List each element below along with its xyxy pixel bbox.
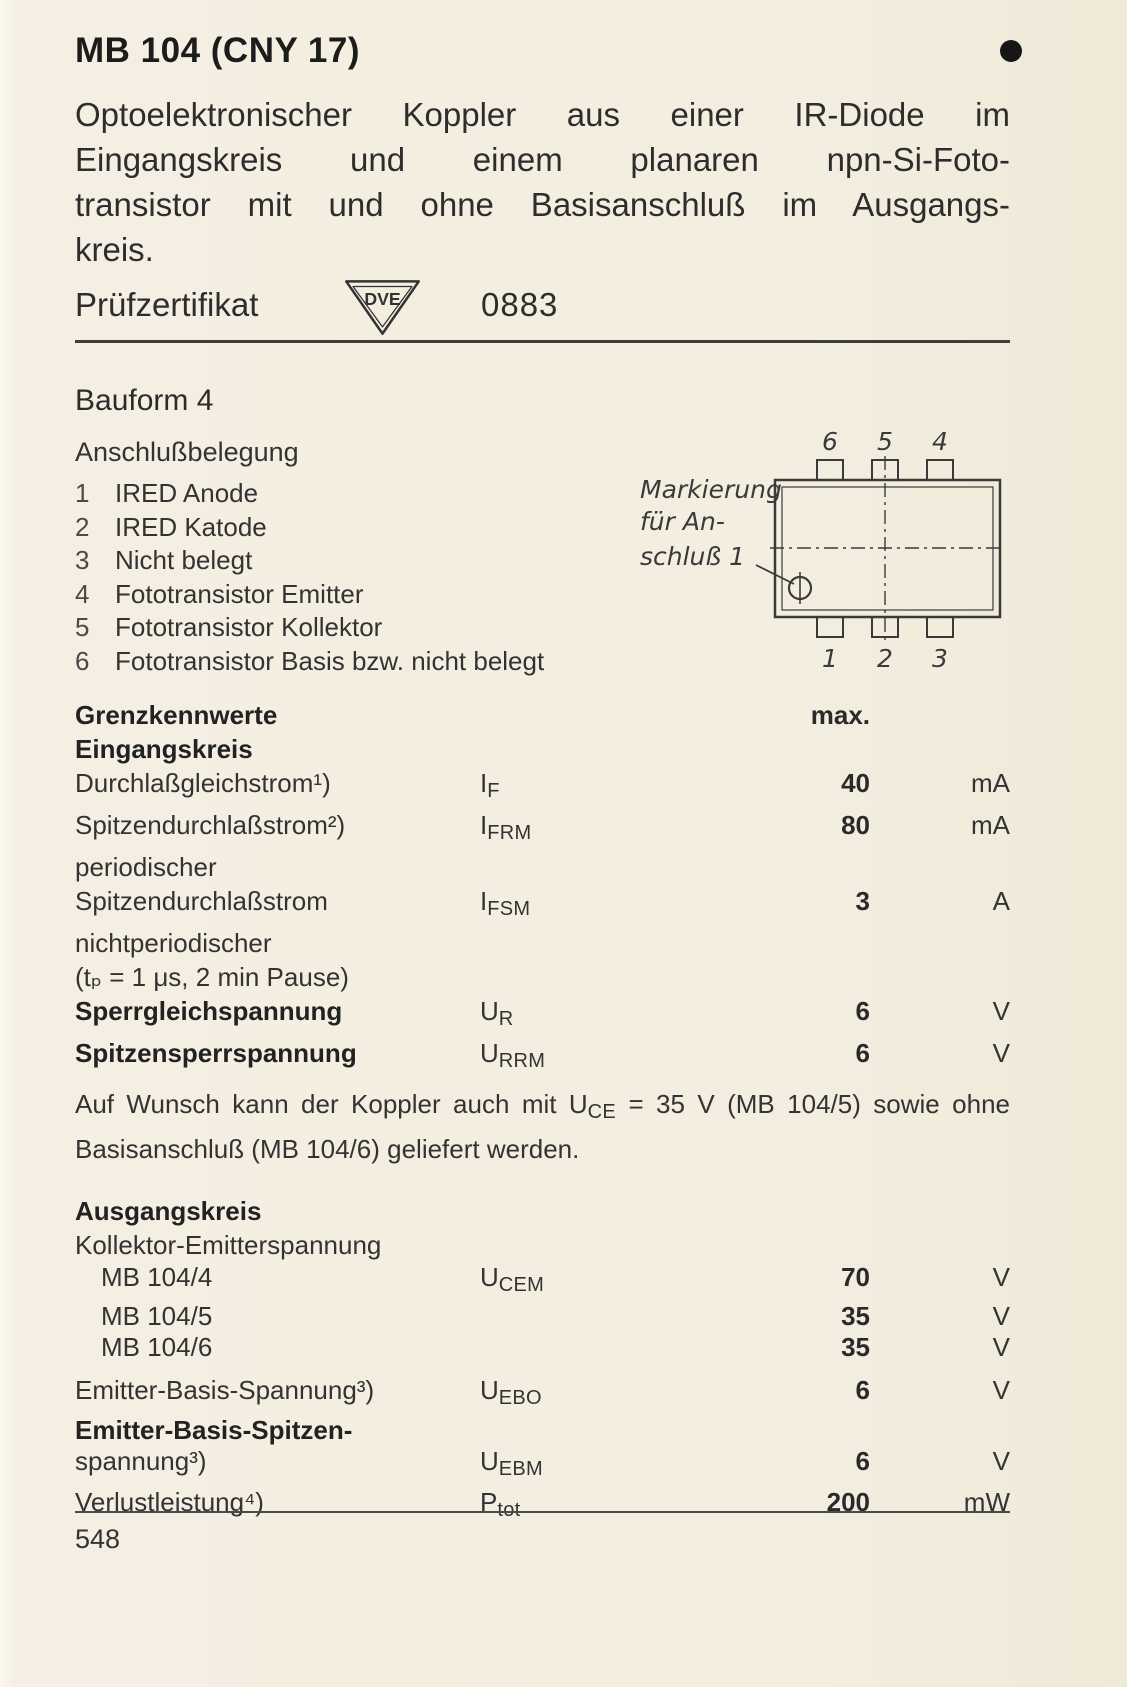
spec-name: Spitzensperrspannung [75, 1038, 357, 1068]
max-column-label: max. [810, 700, 870, 730]
spec-name: periodischer [75, 852, 217, 882]
pin-4-lead [927, 460, 953, 480]
spec-symbol: $U_{EBM}$ [480, 1446, 544, 1480]
section-heading-row [75, 732, 1010, 766]
spec-name: Emitter-Basis-Spitzen- [75, 1415, 353, 1445]
spec-value: 200 [826, 1487, 870, 1517]
input-circuit-heading: Eingangskreis [75, 734, 253, 764]
pin-6-lead [817, 460, 843, 480]
spec-value: 6 [855, 1446, 870, 1476]
spec-row [75, 1446, 1010, 1485]
pin-label: Fototransistor Emitter [115, 578, 364, 609]
spec-unit: V [992, 996, 1010, 1026]
spec-value: 70 [841, 1262, 870, 1292]
spec-row [75, 1301, 1010, 1332]
bottom-pin-number: 2 [877, 644, 893, 673]
vde-logo-icon [340, 273, 425, 337]
intro-paragraph [75, 92, 1010, 272]
spec-value: 80 [841, 810, 870, 840]
spec-unit: V [992, 1332, 1010, 1362]
pin-label: Nicht belegt [115, 545, 253, 575]
pin-label: IRED Anode [115, 478, 259, 508]
spec-name: Verlustleistung⁴) [75, 1487, 264, 1517]
spec-symbol: $I_{FRM}$ [480, 810, 532, 844]
top-pin-number: 6 [822, 427, 838, 456]
spec-value: 6 [855, 1375, 870, 1405]
group-label-row [75, 1228, 1010, 1262]
spec-symbol: $I_F$ [480, 768, 500, 802]
bottom-pin-number: 3 [932, 644, 948, 673]
pin-number: 6 [75, 645, 90, 676]
intro-line: transistor mit und ohne Basisanschluß im Ausgangs- [75, 186, 1010, 223]
spec-unit: mA [971, 810, 1010, 840]
spec-row [75, 994, 1010, 1036]
spec-row [75, 850, 1010, 884]
option-note: Auf Wunsch kann der Koppler auch mit $U_{CE} = 35$ V (MB 104/5) sowie ohne Basisanschluß (MB 104/6) geliefert werden. [75, 1089, 1011, 1164]
vde-letters: DVE [364, 289, 401, 309]
spec-name: MB 104/6 [101, 1332, 213, 1362]
spec-value: 40 [841, 768, 870, 798]
top-pin-number: 5 [877, 427, 893, 456]
spec-unit: V [992, 1375, 1010, 1405]
spec-symbol: $U_R$ [480, 996, 514, 1030]
spec-unit: V [992, 1301, 1010, 1331]
spec-value: 35 [841, 1332, 870, 1362]
spec-symbol: $I_{FSM}$ [480, 886, 531, 920]
spec-row [75, 1036, 1010, 1078]
top-pin-number: 4 [932, 427, 948, 456]
limits-table [75, 698, 1010, 1078]
intro-line: Eingangskreis und einem planaren npn-Si-Foto- [75, 141, 1010, 178]
marker-label-line: Markierung [640, 475, 782, 504]
spec-value: 6 [855, 996, 870, 1026]
pin-number: 1 [75, 478, 90, 508]
spec-row [75, 1373, 1010, 1415]
spec-name: (tₚ = 1 μs, 2 min Pause) [75, 962, 349, 992]
intro-line: kreis. [75, 231, 154, 268]
spec-name: Sperrgleichspannung [75, 996, 343, 1026]
pin-label: Fototransistor Basis bzw. nicht belegt [115, 645, 545, 676]
intro-line: Optoelektronischer Koppler aus einer IR-Diode im [75, 96, 1010, 133]
spec-unit: V [992, 1038, 1010, 1068]
spec-unit: V [992, 1446, 1010, 1476]
spec-name: Spitzendurchlaßstrom²) [75, 810, 346, 840]
page-number: 548 [75, 1524, 121, 1554]
spec-row [75, 1415, 1010, 1446]
spec-row [75, 926, 1010, 960]
group-label: Kollektor-Emitterspannung [75, 1230, 382, 1260]
limits-heading: Grenzkennwerte [75, 700, 278, 730]
pinout-heading: Anschlußbelegung [75, 437, 299, 467]
spec-row [75, 1332, 1010, 1363]
pin-label: IRED Katode [115, 511, 267, 542]
output-limits-table [75, 1194, 1010, 1527]
marker-label-line: für An- [640, 507, 725, 536]
pin-1-lead [817, 617, 843, 637]
bottom-pin-number: 1 [822, 644, 838, 673]
spec-symbol: $P_{tot}$ [480, 1487, 521, 1521]
spec-row [75, 960, 1010, 994]
spec-value: 6 [855, 1038, 870, 1068]
spec-value: 3 [855, 886, 870, 916]
spec-unit: mA [971, 768, 1010, 798]
spec-unit: V [992, 1262, 1010, 1292]
marker-label-line: schluß 1 [640, 542, 746, 571]
spec-name: MB 104/4 [101, 1262, 213, 1292]
pin-3-lead [927, 617, 953, 637]
package-outline-diagram [630, 418, 1015, 683]
pin-number: 4 [75, 578, 90, 609]
spec-symbol: $U_{EBO}$ [480, 1375, 542, 1409]
spec-name: Durchlaßgleichstrom¹) [75, 768, 331, 798]
spec-symbol: $U_{RRM}$ [480, 1038, 546, 1072]
spec-unit: A [992, 886, 1010, 916]
bauform-heading: Bauform 4 [75, 384, 214, 417]
spec-row [75, 766, 1010, 808]
cert-label: Prüfzertifikat [75, 286, 259, 323]
spec-row [75, 808, 1010, 850]
spec-unit: mW [963, 1487, 1010, 1517]
spec-name: Emitter-Basis-Spannung³) [75, 1375, 375, 1405]
spec-row [75, 884, 1010, 926]
print-registration-dot [1000, 40, 1022, 62]
footer-rule [75, 1511, 1010, 1513]
certificate-row [75, 276, 1010, 334]
spec-name: spannung³) [75, 1446, 207, 1476]
spec-value: 35 [841, 1301, 870, 1331]
spec-name: Spitzendurchlaßstrom [75, 886, 328, 916]
spec-row [75, 1485, 1010, 1527]
section-heading-row [75, 1194, 1010, 1228]
pin-number: 2 [75, 511, 90, 542]
pin-label: Fototransistor Kollektor [115, 612, 383, 642]
pin-number: 5 [75, 612, 90, 642]
divider-rule [75, 340, 1010, 343]
spec-row [75, 1262, 1010, 1301]
spec-symbol: $U_{CEM}$ [480, 1262, 545, 1296]
cert-number: 0883 [481, 286, 559, 323]
pin-number: 3 [75, 545, 90, 575]
page-title: MB 104 (CNY 17) [75, 31, 361, 70]
limits-header-row [75, 698, 1010, 732]
output-circuit-heading: Ausgangskreis [75, 1196, 262, 1226]
spec-name: MB 104/5 [101, 1301, 213, 1331]
spec-name: nichtperiodischer [75, 928, 272, 958]
